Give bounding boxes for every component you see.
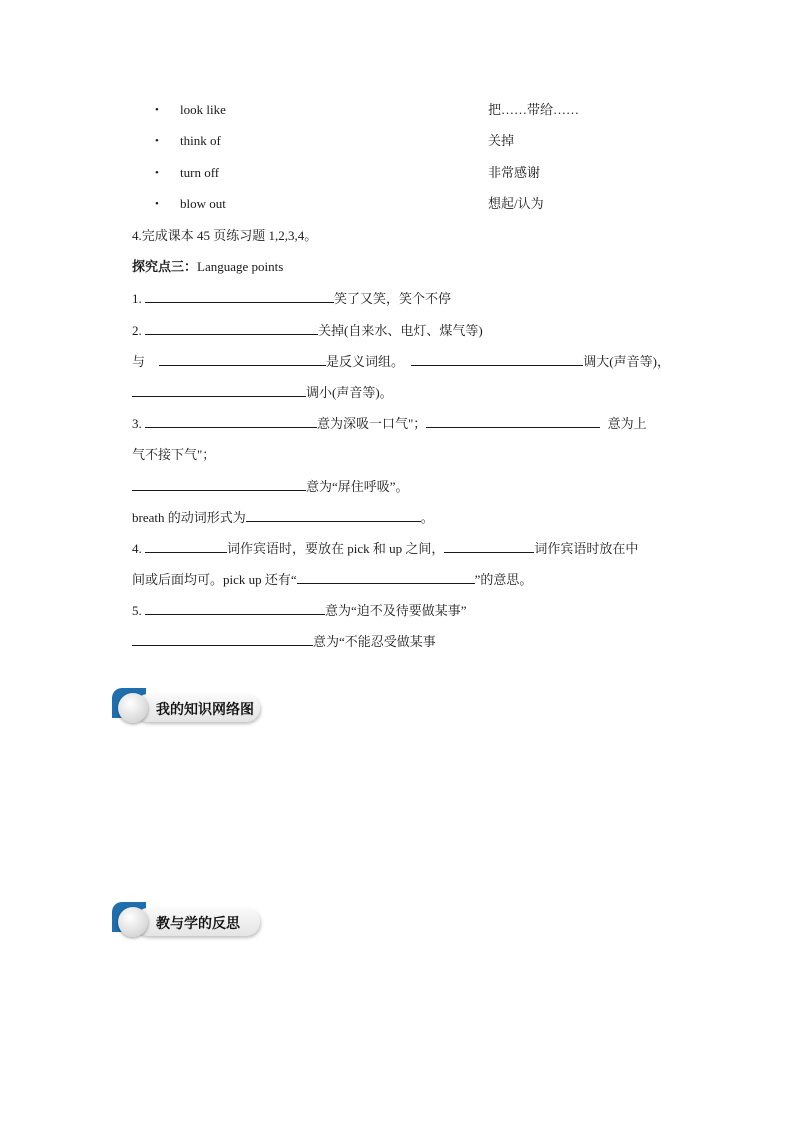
question-text: 意为“迫不及待要做某事” [325, 603, 467, 618]
vocab-english: blow out [180, 196, 226, 211]
question-text: 调小(声音等)。 [306, 385, 393, 400]
section-3-title: Language points [197, 259, 284, 274]
question-2 [132, 321, 483, 340]
answer-blank[interactable] [444, 539, 534, 553]
question-text: ”的意思。 [474, 572, 533, 587]
heading-text: 教与学的反思 [156, 916, 240, 932]
question-5-line-2 [132, 632, 436, 651]
question-text: 意为上 [604, 416, 647, 431]
answer-blank[interactable] [145, 321, 318, 335]
question-text: 是反义词组。 [326, 354, 405, 369]
answer-blank[interactable] [145, 539, 227, 553]
answer-blank[interactable] [145, 601, 325, 615]
question-text: 与 [132, 354, 146, 369]
vocab-row [155, 132, 715, 150]
answer-blank[interactable] [132, 477, 306, 491]
question-text: 意为“不能忍受做某事 [313, 634, 436, 649]
heading-circle-icon [118, 907, 148, 937]
question-number: 3. [132, 416, 142, 431]
answer-blank[interactable] [145, 414, 317, 428]
question-3-line-4 [132, 508, 434, 527]
heading-reflection [112, 902, 264, 944]
heading-knowledge-network [112, 688, 264, 730]
task-4: 4.完成课本 45 页练习题 1,2,3,4。 [132, 228, 318, 243]
vocab-english: think of [180, 133, 221, 148]
question-2-line-2 [132, 352, 670, 371]
answer-blank[interactable] [132, 383, 306, 397]
answer-blank[interactable] [411, 352, 583, 366]
question-text: 意为“屏住呼吸”。 [306, 479, 409, 494]
question-text: breath 的动词形式为 [132, 510, 246, 525]
question-text: 调大(声音等)， [583, 354, 670, 369]
answer-blank[interactable] [145, 289, 334, 303]
answer-blank[interactable] [159, 352, 326, 366]
vocab-row [155, 101, 715, 119]
question-text: 笑了又笑，笑个不停 [334, 291, 452, 306]
vocab-chinese: 把……带给…… [488, 102, 580, 117]
heading-text: 我的知识网络图 [156, 702, 254, 718]
question-number: 5. [132, 603, 142, 618]
answer-blank[interactable] [426, 414, 600, 428]
vocab-row [155, 164, 715, 182]
vocab-chinese: 非常感谢 [488, 165, 541, 180]
bullet: • [155, 198, 159, 210]
heading-circle-icon [118, 693, 148, 723]
section-3-label: 探究点三： [132, 259, 198, 274]
question-1 [132, 289, 451, 308]
question-text: 间或后面均可。pick up 还有“ [132, 572, 297, 587]
vocab-english: look like [180, 102, 226, 117]
question-text: 词作宾语时放在中 [534, 541, 639, 556]
bullet: • [155, 104, 159, 116]
question-4 [132, 539, 638, 558]
answer-blank[interactable] [246, 508, 421, 522]
answer-blank[interactable] [297, 570, 475, 584]
question-3-line-2: 气不接下气"； [132, 447, 216, 462]
question-3-line-3 [132, 477, 409, 496]
question-number: 1. [132, 291, 142, 306]
bullet: • [155, 167, 159, 179]
question-text: 。 [420, 510, 434, 525]
question-4-line-2 [132, 570, 532, 589]
question-number: 4. [132, 541, 142, 556]
bullet: • [155, 135, 159, 147]
question-5 [132, 601, 467, 620]
vocab-chinese: 关掉 [488, 133, 515, 148]
answer-blank[interactable] [132, 632, 313, 646]
vocab-row [155, 195, 715, 213]
vocab-english: turn off [180, 165, 220, 180]
question-3 [132, 414, 647, 433]
vocab-chinese: 想起/认为 [488, 196, 544, 211]
question-text: 关掉(自来水、电灯、煤气等) [318, 323, 483, 338]
question-2-line-3 [132, 383, 393, 402]
question-text: 词作宾语时，要放在 pick 和 up 之间， [227, 541, 445, 556]
question-text: 意为深吸一口气"； [317, 416, 427, 431]
section-3-heading [132, 258, 283, 276]
question-number: 2. [132, 323, 142, 338]
